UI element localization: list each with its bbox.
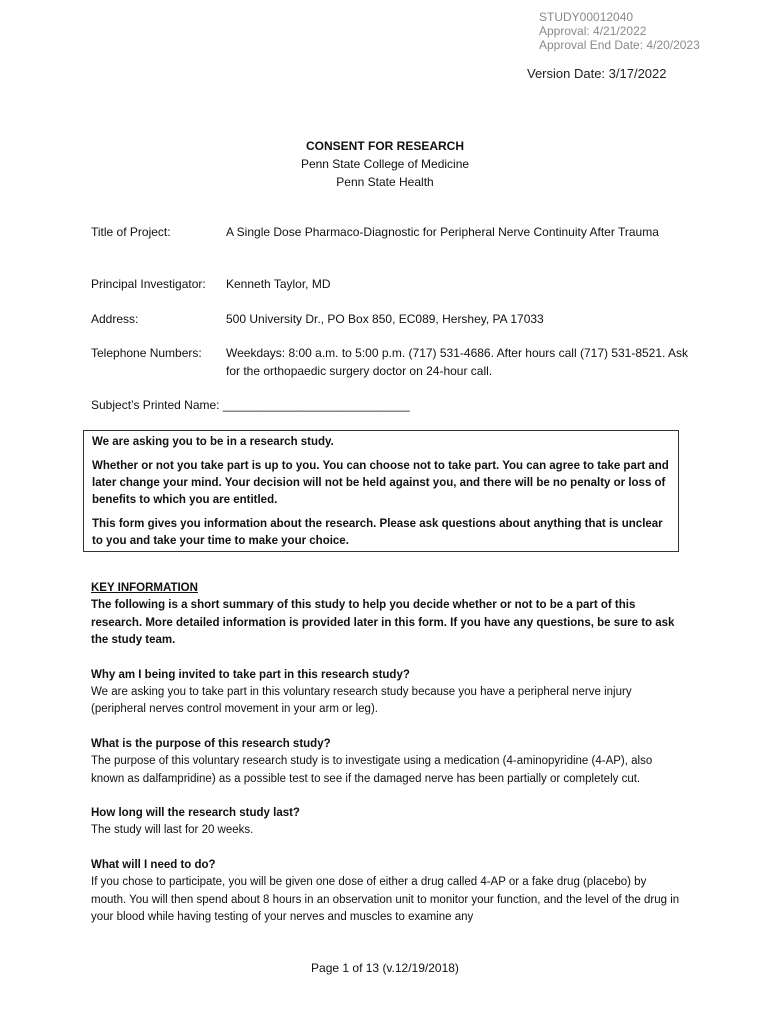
answer-text: The study will last for 20 weeks. — [91, 824, 254, 837]
document-header — [0, 137, 770, 191]
answer-text: We are asking you to take part in this voluntary research study because you have a peripheral nerve injury (peripheral nerves control movement in your arm or leg). — [91, 686, 632, 716]
approval-date: Approval: 4/21/2022 — [539, 24, 647, 38]
address-value: 500 University Dr., PO Box 850, EC089, Hershey, PA 17033 — [226, 312, 544, 326]
question-heading: Why am I being invited to take part in this research study? — [91, 668, 410, 681]
approval-end-date: Approval End Date: 4/20/2023 — [539, 38, 700, 52]
project-title-value: A Single Dose Pharmaco-Diagnostic for Peripheral Nerve Continuity After Trauma — [226, 225, 659, 239]
address-label: Address: — [91, 312, 139, 326]
key-info-intro: The following is a short summary of this study to help you decide whether or not to be a part of this research. More detailed information is provided later in this form. If you have any questions, be sure to ask the study team. — [91, 599, 675, 647]
study-id: STUDY00012040 — [539, 10, 634, 24]
notice-paragraph: We are asking you to be in a research study. — [92, 436, 334, 448]
notice-paragraph: This form gives you information about the research. Please ask questions about anything that is unclear to you and take your time to make your choice. — [92, 518, 663, 547]
document-title: CONSENT FOR RESEARCH — [305, 139, 464, 153]
phone-value: Weekdays: 8:00 a.m. to 5:00 p.m. (717) 531-4686. After hours call (717) 531-8521. Ask for the orthopaedic surgery doctor on 24-hour call. — [226, 346, 689, 378]
approval-stamp — [539, 10, 700, 52]
answer-text: If you chose to participate, you will be given one dose of either a drug called 4-AP or a fake drug (placebo) by mouth. You will then spend about 8 hours in an observation unit to monitor your function, and the level of the drug in your blood while having testing of your nerves and muscles to examine any — [91, 876, 680, 924]
pi-label: Principal Investigator: — [91, 277, 206, 291]
notice-paragraph: Whether or not you take part is up to you. You can choose not to take part. You can agree to take part and later change your mind. Your decision will not be held against you, and there will be no penalty or loss of benefits to which you are entitled. — [92, 460, 669, 506]
key-information-section — [91, 580, 683, 927]
question-heading: What will I need to do? — [91, 858, 216, 871]
version-date: Version Date: 3/17/2022 — [527, 66, 667, 81]
college-name: Penn State College of Medicine — [300, 157, 470, 171]
question-heading: How long will the research study last? — [91, 807, 300, 820]
page-footer: Page 1 of 13 (v.12/19/2018) — [311, 961, 459, 975]
phone-label: Telephone Numbers: — [91, 346, 202, 360]
project-title-label: Title of Project: — [91, 225, 171, 239]
consent-notice-box — [83, 430, 679, 552]
key-info-heading: KEY INFORMATION — [91, 582, 198, 594]
question-heading: What is the purpose of this research study? — [91, 737, 331, 750]
answer-text: The purpose of this voluntary research study is to investigate using a medication (4-aminopyridine (4-AP), also known as dalfampridine) as a possible test to see if the damaged nerve has been partially or completely cut. — [91, 755, 653, 785]
pi-value: Kenneth Taylor, MD — [226, 277, 331, 291]
printed-name-line: Subject’s Printed Name: ____________________________ — [91, 398, 410, 412]
health-name: Penn State Health — [336, 175, 434, 189]
